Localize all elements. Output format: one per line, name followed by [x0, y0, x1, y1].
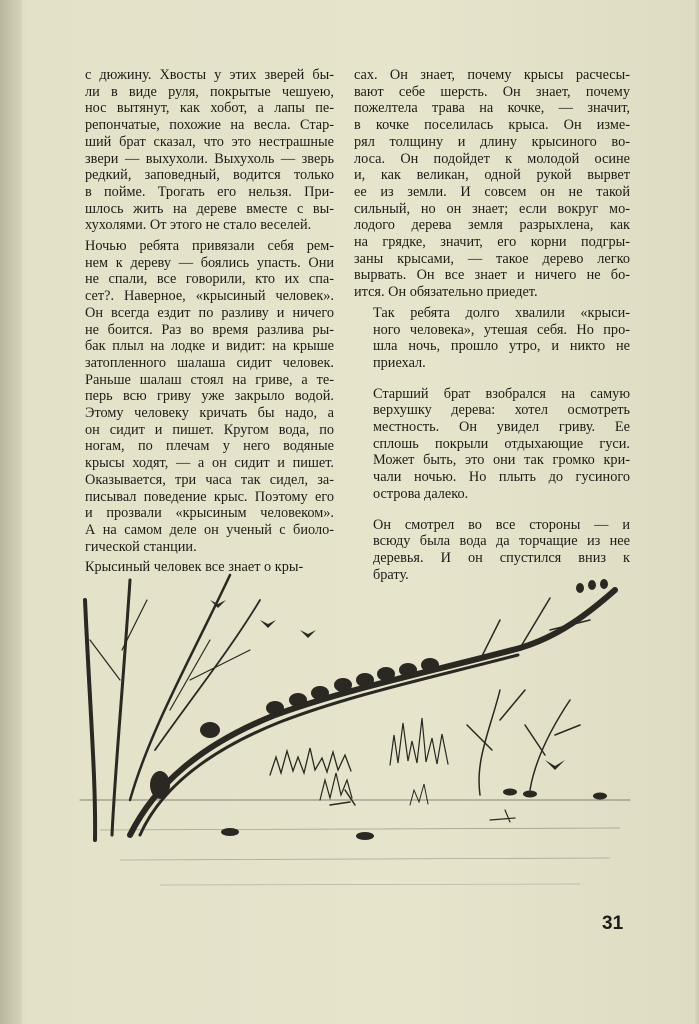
text-line: он сидит и пишет. Кругом вода, по	[85, 421, 334, 438]
text-line: Крысиный человек все знает о кры-	[85, 559, 304, 576]
text-line: перь всю гриву уже закрыло водой.	[85, 388, 334, 405]
text-line: редкий, заповедный, водится только	[85, 167, 334, 184]
text-line: Ночью ребята привязали себя рем-	[85, 238, 334, 255]
text-line: и, как великан, одной рукой вырвет	[354, 167, 630, 184]
text-line: нос вытянут, как хобот, а лапы пе-	[85, 100, 334, 117]
text-line: гической станции.	[85, 538, 197, 555]
text-line: Он всегда ездит по разливу и ничего	[85, 304, 334, 321]
text-line: верхушку дерева: хотел осмотреть	[373, 402, 630, 419]
paragraph	[354, 305, 630, 372]
text-line: писывал поведение крыс. Поэтому его	[85, 488, 334, 505]
text-line: бак плыл на лодке и видит: на крыше	[85, 338, 334, 355]
text-line: заны крысами, — такое дерево легко	[354, 250, 630, 267]
text-line: ится. Он обязательно приедет.	[354, 284, 538, 301]
text-line: местность. Он увидел гриву. Ее	[373, 419, 630, 436]
text-line: Раньше шалаш стоял на гриве, а те-	[85, 371, 334, 388]
text-line: Он смотрел во все стороны — и	[373, 516, 630, 533]
paragraph	[66, 67, 334, 234]
text-line: затопленного шалаша сидит человек.	[85, 354, 334, 371]
text-line: нем к дереву — боялись упасть. Они	[85, 254, 334, 271]
text-line: деревья. И он спустился вниз к	[373, 549, 630, 566]
text-line: Может быть, это они так громко кри-	[373, 452, 630, 469]
paragraph	[66, 238, 334, 555]
text-line: лоса. Он подойдет к молодой осине	[354, 150, 630, 167]
text-line: на грядке, значит, его корни подгры-	[354, 234, 630, 251]
text-line: в кочке поселилась крыса. Он изме-	[354, 117, 630, 134]
text-line: ее из земли. И совсем он не такой	[354, 183, 630, 200]
text-column-left	[66, 67, 334, 576]
text-line: вырвать. Он все знает и ничего не бо-	[354, 267, 630, 284]
text-line: А на самом деле он ученый с биоло-	[85, 521, 334, 538]
page-number: 31	[602, 913, 624, 934]
text-line: Этому человеку кричать бы надо, а	[85, 405, 334, 422]
paragraph	[354, 386, 630, 503]
text-line: ного человека», утешая себя. Но про-	[373, 321, 630, 338]
text-line: шла ночь, прошло утро, и никто не	[373, 338, 630, 355]
text-line: Так ребята долго хвалили «крыси-	[373, 304, 630, 321]
text-line: Оказывается, три часа так сидел, за-	[85, 471, 334, 488]
text-line: приехал.	[373, 354, 426, 371]
paragraph	[354, 67, 630, 301]
text-line: ногам, по плечам у него водяные	[85, 438, 334, 455]
text-line: не спали, все говорили, кто их спа-	[85, 271, 334, 288]
page-spine-shadow	[0, 0, 22, 1024]
text-line: всюду была вода да торчащие из нее	[373, 533, 630, 550]
text-line: с дюжину. Хвосты у этих зверей бы-	[85, 67, 334, 83]
text-line: острова далеко.	[373, 485, 469, 502]
text-line: ший брат сказал, что это нестрашные	[85, 133, 334, 150]
text-line: чали ночью. Но плыть до гусиного	[373, 469, 630, 486]
text-line: крысы ходят, — а он сидит и пишет.	[85, 455, 334, 472]
text-line: звери — выхухоли. Выхухоль — зверь	[85, 150, 334, 167]
text-line: лодого дерева земля разрыхлена, как	[354, 217, 630, 234]
flood-illustration	[60, 560, 645, 905]
text-line: сет?. Наверное, «крысиный человек».	[85, 288, 334, 305]
text-column-right	[354, 67, 630, 583]
text-line: сплошь покрыли отдыхающие гуси.	[373, 435, 630, 452]
text-line: в пойме. Трогать его нельзя. При-	[85, 183, 334, 200]
text-line: Старший брат взобрался на самую	[373, 385, 630, 402]
text-line: вают себе шерсть. Он знает, почему	[354, 83, 630, 100]
page-edge	[693, 0, 699, 1024]
text-line: рял толщину и длину крысиного во-	[354, 133, 630, 150]
text-line: шлось жить на дереве вместе с вы-	[85, 200, 334, 217]
text-line: сах. Он знает, почему крысы расчесы-	[354, 67, 630, 83]
text-line: и прозвали «крысиным человеком».	[85, 505, 334, 522]
text-line: не боится. Раз во время разлива ры-	[85, 321, 334, 338]
text-line: репончатые, похожие на весла. Стар-	[85, 117, 334, 134]
text-line: хухолями. От этого не стало веселей.	[85, 217, 312, 234]
text-line: брату.	[373, 566, 409, 583]
text-line: сильный, но он знает; если вокруг мо-	[354, 200, 630, 217]
text-line: ли в виде руля, покрытые чешуею,	[85, 83, 334, 100]
text-line: пожелтела трава на кочке, — значит,	[354, 100, 630, 117]
